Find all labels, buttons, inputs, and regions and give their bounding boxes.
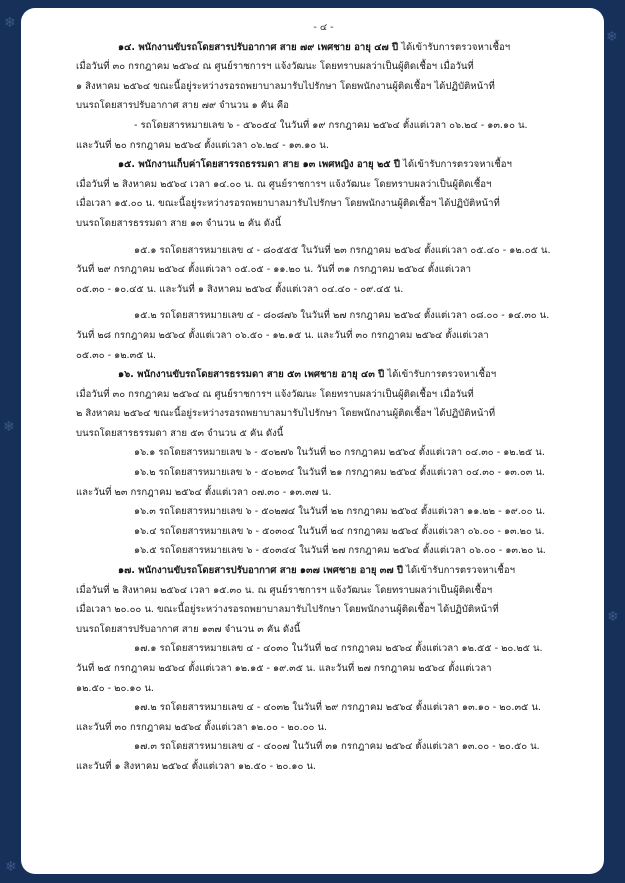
line-text: เมื่อวันที่ ๓๐ กรกฎาคม ๒๕๖๔ ณ ศูนย์ราชการฯ แจ้งวัฒนะ โดยทราบผลว่าเป็นผู้ติดเชื้อฯ เมื่อวันที่	[76, 388, 474, 400]
line-text: บนรถโดยสารปรับอากาศ สาย ๑๓๗ จำนวน ๓ คัน ดังนี้	[76, 623, 301, 635]
line-text: ๑๖.๕ รถโดยสารหมายเลข ๖ - ๕๐๓๔๔ ในวันที่ ๒๗ กรกฎาคม ๒๕๖๔ ตั้งแต่เวลา ๐๖.๐๐ - ๑๓.๒๐ น.	[134, 545, 546, 557]
snowflake-icon: ❄	[3, 419, 15, 435]
text-line	[76, 175, 571, 195]
line-text: บนรถโดยสารธรรมดา สาย ๑๓ จำนวน ๒ คัน ดังนี้	[76, 217, 282, 229]
line-text: ๑ สิงหาคม ๒๕๖๔ ขณะนี้อยู่ระหว่างรอรถพยาบาลมารับไปรักษา โดยพนักงานผู้ติดเชื้อฯ ได้ปฏิบัติหน้าที่	[76, 80, 495, 92]
line-text: เมื่อเวลา ๑๕.๐๐ น. ขณะนี้อยู่ระหว่างรอรถพยาบาลมารับไปรักษา โดยพนักงานผู้ติดเชื้อฯ ได้ปฏิบัติหน้าที่	[76, 198, 500, 210]
text-line	[76, 385, 571, 405]
line-text: ๑๗.๒ รถโดยสารหมายเลข ๔ - ๔๐๓๒ ในวันที่ ๒๙ กรกฎาคม ๒๕๖๔ ตั้งแต่เวลา ๑๓.๑๐ - ๒๐.๓๕ น.	[134, 702, 541, 714]
text-line	[76, 57, 571, 77]
section-heading: ๑๕. พนักงานเก็บค่าโดยสารรถธรรมดา สาย ๑๓ เพศหญิง อายุ ๒๕ ปี	[118, 159, 400, 171]
text-line	[76, 483, 571, 503]
text-line	[76, 214, 571, 234]
text-line	[76, 698, 571, 718]
line-text: ได้เข้ารับการตรวจหาเชื้อฯ	[399, 159, 512, 171]
line-text: และวันที่ ๒๓ กรกฎาคม ๒๕๖๔ ตั้งแต่เวลา ๐๗.๓๐ - ๑๓.๓๗ น.	[76, 486, 332, 498]
line-text: ๐๕.๓๐ - ๑๒.๓๕ น.	[76, 349, 157, 361]
line-text: ได้เข้ารับการตรวจหาเชื้อฯ	[384, 369, 497, 381]
text-line	[76, 600, 571, 620]
section-heading-line	[76, 155, 571, 175]
text-line	[76, 404, 571, 424]
text-line	[76, 346, 571, 366]
text-line	[76, 241, 571, 261]
section-heading-line	[76, 365, 571, 385]
text-line	[76, 620, 571, 640]
line-text: เมื่อวันที่ ๒ สิงหาคม ๒๕๖๔ เวลา ๑๕.๓๐ น. ณ ศูนย์ราชการฯ แจ้งวัฒนะ โดยทราบผลว่าเป็นผู้ติดเชื้อฯ	[76, 584, 493, 596]
text-line	[76, 306, 571, 326]
line-text: บนรถโดยสารธรรมดา สาย ๕๓ จำนวน ๕ คัน ดังนี้	[76, 427, 284, 439]
text-line	[76, 502, 571, 522]
section	[76, 155, 571, 365]
snowflake-icon: ❄	[5, 859, 17, 875]
line-text: ๑๖.๓ รถโดยสารหมายเลข ๖ - ๕๐๒๗๔ ในวันที่ ๒๒ กรกฎาคม ๒๕๖๔ ตั้งแต่เวลา ๑๑.๒๒ - ๑๙.๐๐ น.	[134, 506, 546, 518]
text-line	[76, 659, 571, 679]
line-text: - รถโดยสารหมายเลข ๖ - ๕๖๐๕๔ ในวันที่ ๑๙ กรกฎาคม ๒๕๖๔ ตั้งแต่เวลา ๐๖.๒๔ - ๑๓.๑๐ น.	[134, 119, 528, 131]
snowflake-icon: ❄	[607, 609, 619, 625]
line-text: และวันที่ ๓๐ กรกฎาคม ๒๕๖๔ ตั้งแต่เวลา ๑๒.๐๐ - ๒๐.๐๐ น.	[76, 721, 328, 733]
line-text: ๑๒.๕๐ - ๒๐.๑๐ น.	[76, 682, 154, 694]
line-text: ๑๗.๑ รถโดยสารหมายเลข ๔ - ๔๐๓๐ ในวันที่ ๒๔ กรกฎาคม ๒๕๖๔ ตั้งแต่เวลา ๑๒.๕๕ - ๒๐.๒๕ น.	[134, 643, 543, 655]
text-line	[76, 737, 571, 757]
line-text: ได้เข้ารับการตรวจหาเชื้อฯ	[398, 41, 511, 53]
page-number: - ๔ -	[313, 22, 334, 33]
line-text: ๐๕.๓๐ - ๑๐.๔๕ น. และวันที่ ๑ สิงหาคม ๒๕๖๔ ตั้งแต่เวลา ๐๔.๔๐ - ๐๙.๔๕ น.	[76, 283, 404, 295]
text-line	[76, 116, 571, 136]
text-line	[76, 463, 571, 483]
spacer	[76, 234, 571, 241]
line-text: และวันที่ ๑ สิงหาคม ๒๕๖๔ ตั้งแต่เวลา ๑๒.๕๐ - ๒๐.๑๐ น.	[76, 760, 316, 772]
snowflake-icon: ❄	[4, 15, 16, 31]
text-line	[76, 679, 571, 699]
line-text: ๑๕.๑ รถโดยสารหมายเลข ๔ - ๘๐๕๕๕ ในวันที่ ๒๓ กรกฎาคม ๒๕๖๔ ตั้งแต่เวลา ๐๕.๔๐ - ๑๒.๐๕ น.	[134, 244, 551, 256]
line-text: ๑๖.๒ รถโดยสารหมายเลข ๖ - ๕๐๒๓๔ ในวันที่ ๒๑ กรกฎาคม ๒๕๖๔ ตั้งแต่เวลา ๐๔.๓๐ - ๑๓.๐๓ น.	[134, 467, 545, 479]
spacer	[76, 299, 571, 306]
text-line	[76, 424, 571, 444]
line-text: วันที่ ๒๕ กรกฎาคม ๒๕๖๔ ตั้งแต่เวลา ๑๒.๑๕ - ๑๙.๓๕ น. และวันที่ ๒๗ กรกฎาคม ๒๕๖๔ ตั้งแต่เวลา	[76, 663, 492, 674]
line-text: เมื่อวันที่ ๒ สิงหาคม ๒๕๖๔ เวลา ๑๔.๐๐ น. ณ ศูนย์ราชการฯ แจ้งวัฒนะ โดยทราบผลว่าเป็นผู้ติดเชื้อฯ	[76, 178, 492, 190]
section-heading-line	[76, 561, 571, 581]
line-text: ๑๕.๒ รถโดยสารหมายเลข ๔ - ๘๐๘๗๖ ในวันที่ ๒๗ กรกฎาคม ๒๕๖๔ ตั้งแต่เวลา ๐๘.๐๐ - ๑๔.๓๐ น.	[134, 310, 550, 322]
section-heading-line	[76, 38, 571, 58]
text-line	[76, 136, 571, 156]
section	[76, 365, 571, 561]
section	[76, 38, 571, 156]
line-text: และวันที่ ๒๐ กรกฎาคม ๒๕๖๔ ตั้งแต่เวลา ๐๖.๒๔ - ๑๓.๑๐ น.	[76, 139, 329, 151]
line-text: ๑๖.๔ รถโดยสารหมายเลข ๖ - ๕๐๓๐๔ ในวันที่ ๒๔ กรกฎาคม ๒๕๖๔ ตั้งแต่เวลา ๐๖.๐๐ - ๑๓.๒๐ น.	[134, 525, 545, 537]
snowflake-icon: ❄	[606, 29, 618, 45]
text-line	[76, 96, 571, 116]
line-text: ๒ สิงหาคม ๒๕๖๔ ขณะนี้อยู่ระหว่างรอรถพยาบาลมารับไปรักษา โดยพนักงานผู้ติดเชื้อฯ ได้ปฏิบัติหน้าที่	[76, 408, 496, 420]
sections-container	[76, 38, 571, 777]
text-line	[76, 522, 571, 542]
text-line	[76, 541, 571, 561]
section-heading: ๑๖. พนักงานขับรถโดยสารธรรมดา สาย ๕๓ เพศชาย อายุ ๔๓ ปี	[118, 369, 385, 381]
text-line	[76, 757, 571, 777]
line-text: วันที่ ๒๙ กรกฎาคม ๒๕๖๔ ตั้งแต่เวลา ๐๕.๐๕ - ๑๑.๒๐ น. วันที่ ๓๑ กรกฎาคม ๒๕๖๔ ตั้งแต่เวลา	[76, 264, 472, 276]
text-line	[76, 77, 571, 97]
text-line	[76, 718, 571, 738]
line-text: ๑๗.๓ รถโดยสารหมายเลข ๔ - ๔๐๐๗ ในวันที่ ๓๑ กรกฎาคม ๒๕๖๔ ตั้งแต่เวลา ๑๓.๐๐ - ๒๐.๕๐ น.	[134, 741, 540, 753]
document-body	[76, 18, 571, 777]
section-heading: ๑๔. พนักงานขับรถโดยสารปรับอากาศ สาย ๗๙ เพศชาย อายุ ๔๗ ปี	[118, 41, 399, 53]
line-text: เมื่อเวลา ๒๐.๐๐ น. ขณะนี้อยู่ระหว่างรอรถพยาบาลมารับไปรักษา โดยพนักงานผู้ติดเชื้อฯ ได้ปฏิบัติหน้าที่	[76, 604, 499, 616]
text-line	[76, 194, 571, 214]
text-line	[76, 443, 571, 463]
text-line	[76, 326, 571, 346]
line-text: บนรถโดยสารปรับอากาศ สาย ๗๙ จำนวน ๑ คัน คือ	[76, 100, 289, 112]
document-page	[21, 8, 604, 874]
text-line	[76, 260, 571, 280]
section	[76, 561, 571, 777]
line-text: ได้เข้ารับการตรวจหาเชื้อฯ	[403, 565, 515, 577]
text-line	[76, 639, 571, 659]
text-line	[76, 581, 571, 601]
line-text: วันที่ ๒๘ กรกฎาคม ๒๕๖๔ ตั้งแต่เวลา ๐๖.๕๐ - ๑๒.๑๕ น. และวันที่ ๓๐ กรกฎาคม ๒๕๖๔ ตั้งแต่เวลา	[76, 329, 489, 341]
text-line	[76, 280, 571, 300]
line-text: เมื่อวันที่ ๓๐ กรกฎาคม ๒๕๖๔ ณ ศูนย์ราชการฯ แจ้งวัฒนะ โดยทราบผลว่าเป็นผู้ติดเชื้อฯ เมื่อวันที่	[76, 61, 474, 73]
section-heading: ๑๗. พนักงานขับรถโดยสารปรับอากาศ สาย ๑๓๗ เพศชาย อายุ ๓๗ ปี	[118, 565, 403, 577]
line-text: ๑๖.๑ รถโดยสารหมายเลข ๖ - ๕๐๒๗๖ ในวันที่ ๒๐ กรกฎาคม ๒๕๖๔ ตั้งแต่เวลา ๐๔.๓๐ - ๑๒.๒๕ น.	[134, 447, 545, 459]
